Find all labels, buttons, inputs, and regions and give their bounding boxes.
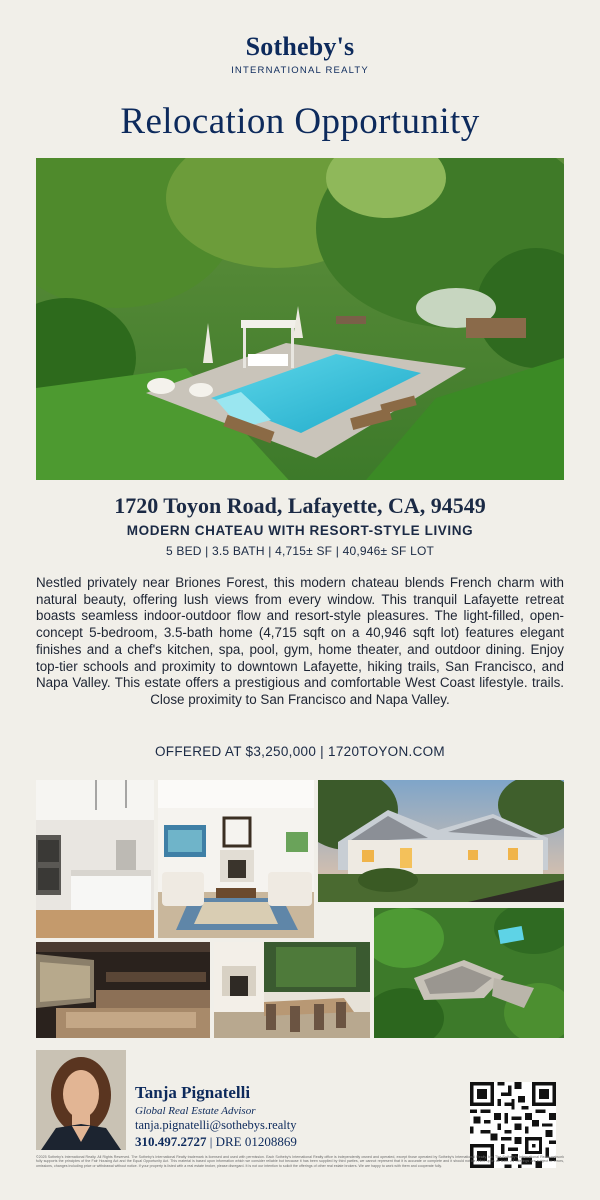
property-stats: 5 BED | 3.5 BATH | 4,715± SF | 40,946± SF LOT [165, 544, 435, 558]
agent-phone-link[interactable]: 310.497.2727 [135, 1134, 207, 1149]
agent-portrait [36, 1050, 126, 1150]
agent-title: Global Real Estate Advisor [135, 1105, 256, 1117]
kitchen-photo [36, 780, 154, 938]
home-theater-photo [36, 942, 210, 1038]
hero-pool-photo [36, 158, 564, 480]
headline: Relocation Opportunity [120, 101, 480, 142]
agent-dre: | DRE 01208869 [206, 1134, 297, 1149]
brand-name: Sotheby's [245, 32, 355, 61]
exterior-dusk-photo [318, 780, 564, 902]
legal-disclaimer: ©2025 Sotheby's International Realty. All Rights Reserved. The Sotheby's International Realty trademark is licensed and used with permission. Each Sotheby's International Realty office is independently owned and operated, except those operated by Sotheby's International Realty, Inc. The Sotheby's International Realty network fully supports the principles of the Fair Housing Act and the Equal Opportunity Act. This material is based upon information which we consider reliable but because it has been supplied by third parties, we cannot represent that it is accurate or complete and it should not be relied upon as such. All offerings are subject to errors, omissions, changes including price or withdrawal without notice. If your property is listed with a real estate broker, please disregard. It is not our intention to solicit the offerings of other real estate brokers. We are happy to work with them and cooperate fully. [36, 1155, 564, 1168]
property-tagline: MODERN CHATEAU WITH RESORT-STYLE LIVING [126, 523, 474, 538]
property-description: Nestled privately near Briones Forest, this modern chateau blends French charm with natural beauty, offering lush views from every window. This tranquil Lafayette retreat boasts seamless indoor-outdoor flow and resort-style pleasures. The light-filled, open-concept 5-bedroom, 3.5-bath home (4,715 sqft on a 40,946 sqft lot) features elegant finishes and a chef's kitchen, spa, pool, gym, home theater, and outdoor dining. Enjoy top-tier schools and proximity to downtown Lafayette, hiking trails, San Francisco, and Napa Valley. This estate offers a prestigious and comfortable West Coast lifestyle. trails. Close proximity to San Francisco and Napa Valley. [36, 575, 564, 707]
agent-name: Tanja Pignatelli [135, 1083, 251, 1102]
brand-logo [0, 32, 600, 76]
brand-subtitle: INTERNATIONAL REALTY [231, 65, 369, 76]
agent-info [135, 1083, 465, 1150]
property-address: 1720 Toyon Road, Lafayette, CA, 94549 [114, 493, 486, 518]
offer-line: OFFERED AT $3,250,000 | 1720TOYON.COM [155, 744, 445, 759]
dining-photo [214, 942, 370, 1038]
aerial-photo [374, 908, 564, 1038]
agent-contact-line [135, 1134, 465, 1150]
agent-email-link[interactable]: tanja.pignatelli@sothebys.realty [135, 1118, 297, 1132]
living-room-photo [158, 780, 314, 938]
